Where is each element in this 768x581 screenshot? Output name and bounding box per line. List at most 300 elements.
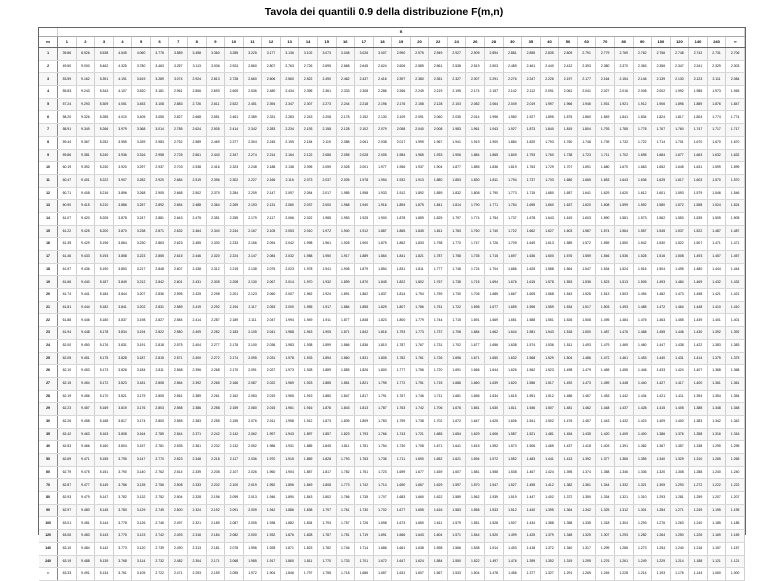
table-cell: 1.685 [485, 289, 504, 302]
table-cell: 2.002 [652, 86, 671, 99]
table-cell: 1.961 [280, 403, 299, 416]
table-cell: 5.145 [95, 504, 114, 517]
table-cell: 1.662 [485, 327, 504, 340]
table-cell: 1.517 [540, 377, 559, 390]
table-cell: 1.849 [299, 479, 318, 492]
table-cell: 3.316 [132, 149, 151, 162]
table-cell: 1.677 [485, 301, 504, 314]
table-cell: 1.791 [373, 390, 392, 403]
table-cell: 2.009 [243, 504, 262, 517]
table-cell: 3.026 [355, 48, 374, 61]
table-cell: 2.080 [280, 200, 299, 213]
table-row [39, 98, 745, 111]
column-header: 20 [410, 37, 429, 48]
table-cell: 2.047 [262, 314, 281, 327]
table-cell: 1.295 [726, 441, 745, 454]
row-header: 10 [39, 162, 58, 175]
table-cell: 3.782 [113, 492, 132, 505]
table-cell: 2.881 [150, 212, 169, 225]
table-cell: 2.000 [243, 530, 262, 543]
table-cell: 1.472 [652, 301, 671, 314]
table-cell: 1.459 [596, 377, 615, 390]
table-cell: 1.715 [447, 314, 466, 327]
table-cell: 2.117 [225, 454, 244, 467]
table-cell: 1.361 [726, 377, 745, 390]
table-cell: 1.643 [614, 174, 633, 187]
table-cell: 1.859 [429, 187, 448, 200]
table-cell: 4.545 [113, 48, 132, 61]
table-cell: 2.342 [243, 124, 262, 137]
table-cell: 1.392 [707, 327, 726, 340]
table-cell: 5.222 [95, 174, 114, 187]
table-cell: 1.222 [707, 479, 726, 492]
table-cell: 1.670 [614, 162, 633, 175]
table-cell: 1.536 [540, 339, 559, 352]
row-header: 11 [39, 174, 58, 187]
table-cell: 1.307 [596, 530, 615, 543]
table-cell: 1.605 [522, 289, 541, 302]
table-cell: 2.558 [169, 403, 188, 416]
table-row [39, 149, 745, 162]
table-cell: 1.735 [355, 492, 374, 505]
table-cell: 3.176 [132, 403, 151, 416]
table-cell: 1.726 [355, 517, 374, 530]
table-cell: 1.607 [410, 568, 429, 581]
table-cell: 1.395 [559, 466, 578, 479]
table-cell: 9.429 [76, 238, 95, 251]
table-cell: 1.708 [447, 327, 466, 340]
table-cell: 1.626 [503, 365, 522, 378]
table-cell: 1.676 [447, 403, 466, 416]
table-cell: 1.928 [336, 238, 355, 251]
table-cell: 9.444 [76, 301, 95, 314]
table-cell: 1.644 [503, 327, 522, 340]
table-cell: 1.546 [522, 403, 541, 416]
table-cell: 2.544 [169, 428, 188, 441]
table-cell: 9.293 [76, 98, 95, 111]
table-cell: 2.881 [503, 48, 522, 61]
table-cell: 2.100 [225, 479, 244, 492]
table-cell: 1.502 [540, 415, 559, 428]
table-cell: 1.364 [559, 504, 578, 517]
table-cell: 1.536 [614, 251, 633, 264]
table-cell: 2.304 [188, 555, 207, 568]
table-cell: 1.691 [466, 314, 485, 327]
table-cell: 1.578 [540, 276, 559, 289]
corner-cell [39, 28, 58, 37]
table-cell: 1.997 [540, 98, 559, 111]
table-cell: 2.920 [150, 174, 169, 187]
table-cell: 1.663 [689, 149, 708, 162]
table-cell: 1.537 [670, 225, 689, 238]
table-cell: 1.884 [503, 136, 522, 149]
table-cell: 1.793 [522, 149, 541, 162]
table-cell: 1.795 [373, 377, 392, 390]
table-cell: 1.685 [429, 428, 448, 441]
table-cell: 2.752 [169, 136, 188, 149]
table-cell: 1.401 [707, 314, 726, 327]
table-cell: 2.255 [206, 415, 225, 428]
column-header: 120 [670, 37, 689, 48]
table-cell: 2.949 [429, 48, 448, 61]
table-cell: 1.553 [559, 276, 578, 289]
table-cell: 1.793 [317, 517, 336, 530]
table-cell: 1.695 [522, 200, 541, 213]
table-cell: 1.977 [373, 162, 392, 175]
table-cell: 2.958 [150, 149, 169, 162]
table-cell: 1.913 [410, 174, 429, 187]
table-cell: 3.858 [113, 251, 132, 264]
table-cell: 9.475 [76, 466, 95, 479]
table-cell: 39.86 [58, 48, 77, 61]
table-cell: 2.142 [503, 86, 522, 99]
table-cell: 1.240 [707, 466, 726, 479]
table-cell: 1.193 [652, 568, 671, 581]
table-cell: 2.037 [299, 200, 318, 213]
table-cell: 1.581 [614, 212, 633, 225]
table-cell: 1.400 [670, 415, 689, 428]
table-cell: 1.368 [726, 365, 745, 378]
table-cell: 1.403 [596, 441, 615, 454]
table-cell: 1.437 [559, 441, 578, 454]
table-cell: 2.835 [540, 48, 559, 61]
table-cell: 1.707 [559, 162, 578, 175]
table-cell: 2.166 [262, 174, 281, 187]
table-cell: 1.917 [336, 251, 355, 264]
table-cell: 1.816 [373, 327, 392, 340]
table-cell: 3.120 [132, 542, 151, 555]
table-cell: 3.187 [132, 352, 151, 365]
table-cell: 2.328 [188, 492, 207, 505]
table-cell: 1.304 [614, 517, 633, 530]
table-cell: 2.561 [188, 149, 207, 162]
table-cell: 1.833 [410, 238, 429, 251]
table-cell: 3.520 [132, 86, 151, 99]
table-cell: 1.639 [429, 466, 448, 479]
table-cell: 2.105 [262, 225, 281, 238]
table-cell: 1.456 [503, 568, 522, 581]
table-cell: 1.568 [522, 352, 541, 365]
table-cell: 3.368 [132, 124, 151, 137]
table-cell: 2.095 [299, 162, 318, 175]
table-cell: 1.958 [355, 187, 374, 200]
table-cell: 1.811 [429, 225, 448, 238]
table-cell: 1.847 [726, 98, 745, 111]
table-cell: 2.409 [188, 327, 207, 340]
table-cell: 9.243 [76, 86, 95, 99]
table-cell: 1.632 [503, 352, 522, 365]
table-cell: 1.760 [670, 124, 689, 137]
table-cell: 1.720 [429, 365, 448, 378]
table-cell: 3.184 [132, 365, 151, 378]
table-cell: 2.818 [150, 339, 169, 352]
table-cell: 1.264 [652, 530, 671, 543]
table-cell: 1.344 [596, 479, 615, 492]
table-cell: 2.535 [169, 441, 188, 454]
row-header: 70 [39, 479, 58, 492]
table-body [39, 28, 745, 580]
table-cell: 1.588 [540, 263, 559, 276]
table-cell: 1.666 [392, 530, 411, 543]
table-cell: 2.268 [206, 365, 225, 378]
table-cell: 49.50 [58, 60, 77, 73]
table-cell: 2.434 [280, 86, 299, 99]
table-cell: 4.107 [113, 86, 132, 99]
table-cell: 2.174 [225, 352, 244, 365]
table-cell: 1.840 [540, 124, 559, 137]
table-cell: 2.184 [206, 530, 225, 543]
table-cell: 1.455 [652, 327, 671, 340]
table-cell: 2.624 [373, 60, 392, 73]
table-cell: 2.351 [429, 73, 448, 86]
table-cell: 1.670 [726, 136, 745, 149]
table-cell: 1.738 [447, 276, 466, 289]
table-cell: 5.163 [95, 428, 114, 441]
table-cell: 58.91 [58, 124, 77, 137]
table-cell: 1.876 [317, 403, 336, 416]
table-cell: 2.416 [206, 162, 225, 175]
table-cell: 2.756 [150, 479, 169, 492]
table-cell: 3.786 [113, 479, 132, 492]
table-cell: 1.357 [670, 441, 689, 454]
table-cell: 1.448 [689, 301, 708, 314]
table-cell: 1.388 [689, 403, 708, 416]
table-cell: 1.240 [689, 517, 708, 530]
table-cell: 1.293 [652, 492, 671, 505]
table-cell: 62.53 [58, 441, 77, 454]
table-cell: 2.042 [280, 238, 299, 251]
table-cell: 1.207 [726, 492, 745, 505]
table-cell: 1.880 [317, 390, 336, 403]
table-cell: 2.347 [225, 149, 244, 162]
table-row [39, 555, 745, 568]
table-cell: 9.448 [76, 327, 95, 340]
table-cell: 1.655 [410, 504, 429, 517]
table-cell: 1.933 [429, 149, 448, 162]
table-cell: 2.371 [188, 428, 207, 441]
table-cell: 1.739 [596, 136, 615, 149]
table-cell: 1.265 [726, 454, 745, 467]
table-cell: 1.848 [355, 314, 374, 327]
table-cell: 1.358 [596, 466, 615, 479]
table-row [39, 492, 745, 505]
table-cell: 2.331 [262, 111, 281, 124]
table-cell: 1.448 [596, 403, 615, 416]
table-cell: 2.462 [336, 73, 355, 86]
table-cell: 2.303 [726, 60, 745, 73]
table-cell: 2.440 [540, 60, 559, 73]
table-cell: 1.494 [633, 289, 652, 302]
table-cell: 1.573 [503, 441, 522, 454]
table-cell: 2.329 [707, 60, 726, 73]
table-cell: 3.074 [169, 73, 188, 86]
table-cell: 1.800 [392, 314, 411, 327]
table-cell: 1.493 [652, 276, 671, 289]
table-cell: 1.617 [670, 174, 689, 187]
row-header: 15 [39, 225, 58, 238]
table-cell: 1.785 [614, 124, 633, 137]
table-cell: 3.247 [132, 212, 151, 225]
table-cell: 2.781 [150, 441, 169, 454]
table-cell: 3.181 [132, 377, 151, 390]
table-cell: 1.729 [540, 162, 559, 175]
table-cell: 2.005 [373, 149, 392, 162]
table-cell: 1.584 [429, 555, 448, 568]
table-cell: 9.440 [76, 276, 95, 289]
table-cell: 55.83 [58, 86, 77, 99]
row-header: 29 [39, 403, 58, 416]
table-cell: 2.284 [225, 187, 244, 200]
table-cell: 1.414 [689, 352, 708, 365]
table-cell: 1.392 [577, 454, 596, 467]
table-cell: 2.722 [150, 568, 169, 581]
table-cell: 2.287 [206, 314, 225, 327]
table-cell: 1.240 [670, 542, 689, 555]
table-cell: 1.534 [596, 263, 615, 276]
table-cell: 1.777 [392, 365, 411, 378]
table-cell: 2.272 [206, 352, 225, 365]
table-cell: 1.556 [466, 504, 485, 517]
table-cell: 2.975 [410, 48, 429, 61]
table-cell: 2.209 [243, 187, 262, 200]
table-cell: 2.156 [243, 238, 262, 251]
table-cell: 2.791 [577, 48, 596, 61]
table-cell: 1.691 [447, 365, 466, 378]
table-cell: 2.356 [652, 60, 671, 73]
table-cell: 1.512 [540, 390, 559, 403]
table-cell: 1.738 [559, 149, 578, 162]
table-cell: 2.008 [633, 86, 652, 99]
row-header: 40 [39, 441, 58, 454]
table-cell: 3.147 [132, 454, 151, 467]
table-cell: 1.945 [726, 86, 745, 99]
table-cell: 2.109 [392, 111, 411, 124]
table-cell: 1.894 [317, 352, 336, 365]
table-cell: 1.272 [689, 479, 708, 492]
table-cell: 1.599 [707, 162, 726, 175]
table-cell: 1.350 [577, 492, 596, 505]
table-row [39, 60, 745, 73]
table-cell: 1.485 [633, 301, 652, 314]
table-cell: 1.651 [503, 314, 522, 327]
table-cell: 1.557 [633, 225, 652, 238]
table-cell: 1.672 [447, 415, 466, 428]
table-cell: 5.172 [95, 377, 114, 390]
table-cell: 9.420 [76, 212, 95, 225]
table-cell: 1.463 [652, 314, 671, 327]
table-cell: 1.726 [485, 238, 504, 251]
row-header: 30 [39, 415, 58, 428]
table-cell: 1.310 [633, 492, 652, 505]
table-cell: 2.064 [485, 98, 504, 111]
table-cell: 1.821 [355, 377, 374, 390]
table-cell: 1.507 [689, 238, 708, 251]
table-cell: 2.341 [689, 60, 708, 73]
table-cell: 3.780 [132, 60, 151, 73]
table-cell: 2.538 [447, 60, 466, 73]
table-cell: 63.10 [58, 542, 77, 555]
table-cell: 2.703 [169, 162, 188, 175]
table-cell: 2.179 [243, 212, 262, 225]
table-cell: 1.760 [466, 225, 485, 238]
table-cell: 2.146 [633, 73, 652, 86]
table-cell: 53.59 [58, 73, 77, 86]
table-cell: 1.533 [485, 504, 504, 517]
table-cell: 1.760 [559, 136, 578, 149]
table-cell: 1.772 [392, 377, 411, 390]
table-cell: 2.013 [243, 492, 262, 505]
table-cell: 1.216 [689, 542, 708, 555]
table-cell: 1.986 [262, 441, 281, 454]
row-header: 9 [39, 149, 58, 162]
table-cell: 1.855 [355, 301, 374, 314]
table-cell: 1.562 [522, 365, 541, 378]
table-cell: 1.841 [392, 251, 411, 264]
table-cell: 2.551 [206, 111, 225, 124]
table-cell: 2.340 [206, 225, 225, 238]
table-cell: 1.703 [540, 174, 559, 187]
table-cell: 1.814 [447, 200, 466, 213]
table-cell: 2.103 [447, 98, 466, 111]
table-cell: 2.606 [262, 73, 281, 86]
table-cell: 1.706 [429, 403, 448, 416]
table-cell: 1.265 [707, 454, 726, 467]
table-cell: 2.122 [299, 149, 318, 162]
table-cell: 1.715 [429, 377, 448, 390]
table-cell: 1.702 [447, 339, 466, 352]
table-cell: 1.325 [577, 530, 596, 543]
table-cell: 1.865 [485, 149, 504, 162]
column-header: 19 [392, 37, 411, 48]
table-cell: 1.660 [540, 200, 559, 213]
table-cell: 9.451 [76, 352, 95, 365]
table-cell: 2.082 [225, 530, 244, 543]
table-cell: 1.869 [299, 454, 318, 467]
table-cell: 1.594 [466, 454, 485, 467]
table-cell: 1.686 [503, 263, 522, 276]
table-cell: 1.438 [670, 339, 689, 352]
table-cell: 1.880 [429, 174, 448, 187]
table-cell: 1.731 [429, 339, 448, 352]
table-cell: 1.919 [466, 136, 485, 149]
table-cell: 1.478 [485, 568, 504, 581]
table-cell: 1.521 [522, 428, 541, 441]
table-cell: 1.443 [596, 415, 615, 428]
table-cell: 2.060 [429, 111, 448, 124]
table-cell: 1.884 [466, 149, 485, 162]
table-cell: 1.742 [410, 403, 429, 416]
table-cell: 5.196 [95, 238, 114, 251]
table-cell: 1.696 [447, 352, 466, 365]
table-cell: 1.620 [577, 200, 596, 213]
table-cell: 1.615 [466, 441, 485, 454]
table-cell: 2.894 [485, 48, 504, 61]
table-cell: 2.266 [392, 86, 411, 99]
table-cell: 1.273 [633, 542, 652, 555]
table-cell: 2.060 [262, 289, 281, 302]
table-cell: 1.955 [299, 301, 318, 314]
table-row [39, 289, 745, 302]
table-cell: 3.775 [113, 530, 132, 543]
table-cell: 1.899 [317, 339, 336, 352]
table-cell: 3.268 [132, 187, 151, 200]
table-cell: 1.783 [447, 225, 466, 238]
column-header: 4 [113, 37, 132, 48]
table-cell: 1.686 [373, 542, 392, 555]
table-cell: 2.440 [206, 149, 225, 162]
table-cell: 1.965 [410, 149, 429, 162]
table-cell: 1.942 [262, 504, 281, 517]
